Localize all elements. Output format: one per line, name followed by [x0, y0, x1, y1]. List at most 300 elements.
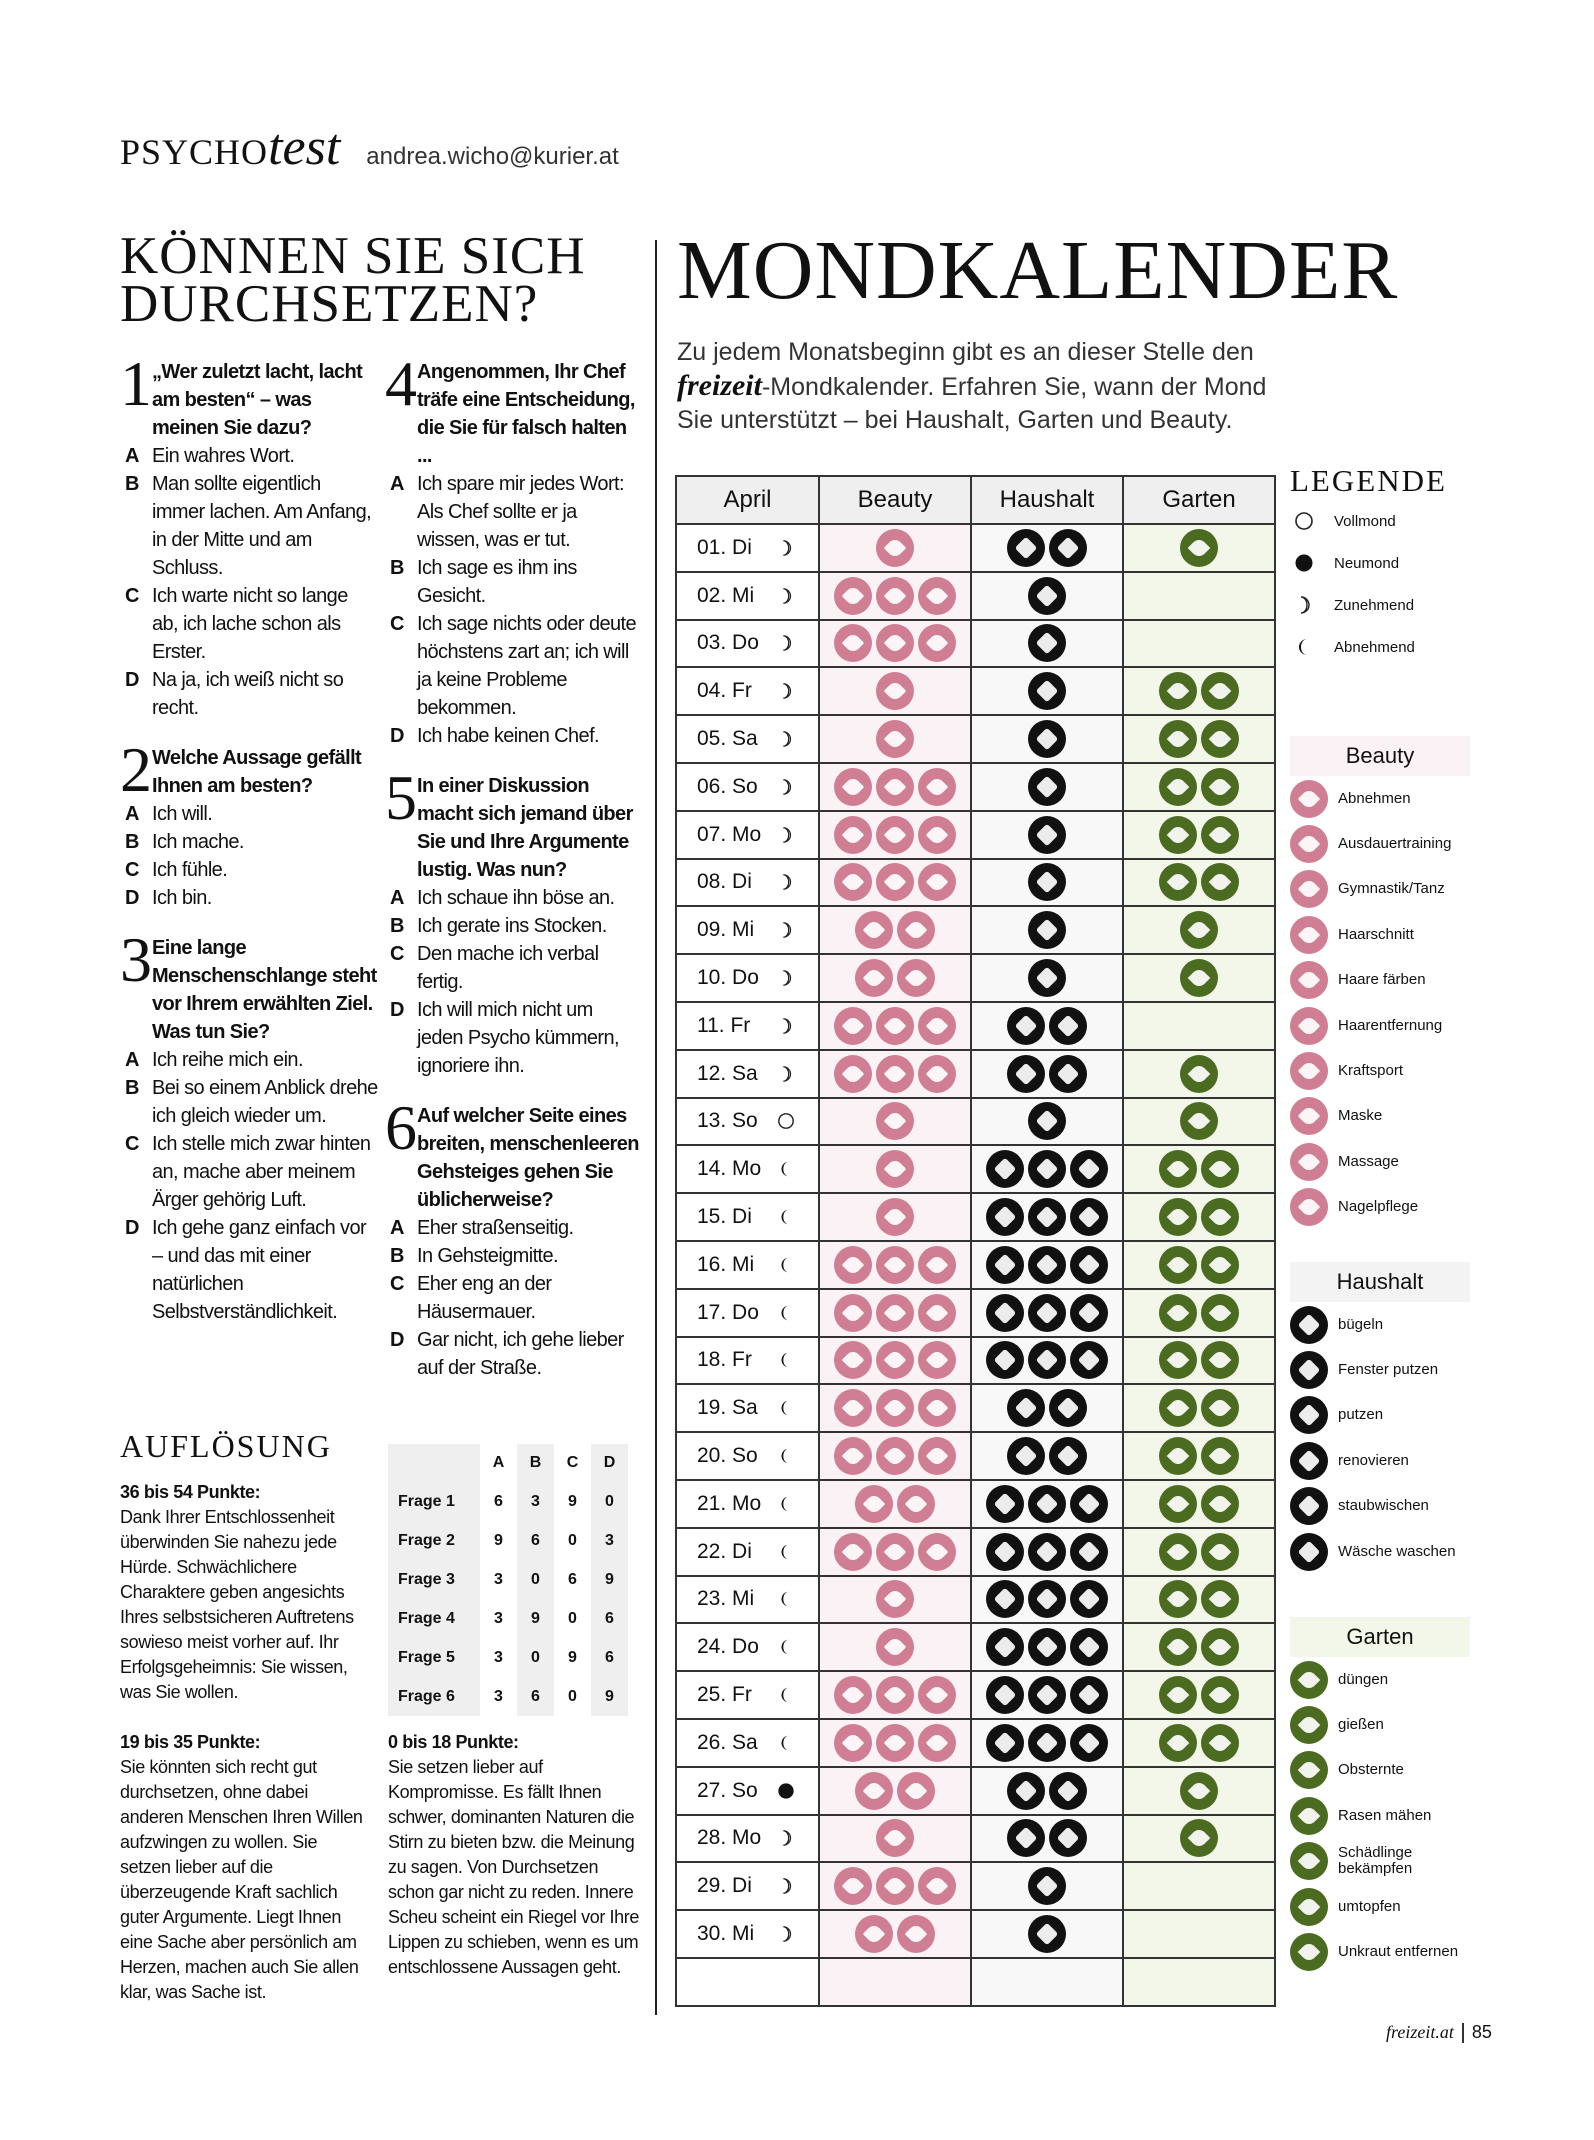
legend-item-label: düngen	[1338, 1670, 1389, 1688]
calendar-day-label: 28. Mo	[697, 1826, 762, 1850]
answer-option[interactable]	[120, 442, 378, 470]
calendar-row	[676, 1289, 1275, 1337]
option-letter: B	[125, 831, 139, 853]
calendar-beauty-cell	[819, 1719, 971, 1767]
haarschnitt-icon	[855, 959, 893, 997]
question-label: „Wer zuletzt lacht, lacht am besten“ – was meinen Sie dazu?	[152, 361, 363, 439]
answer-option[interactable]	[120, 1130, 378, 1214]
staubwischen-icon	[1028, 863, 1066, 901]
renovieren-icon	[1028, 1915, 1066, 1953]
legend-item-label: Obsternte	[1338, 1761, 1404, 1779]
calendar-icon-group	[972, 1915, 1122, 1953]
calendar-icon-group	[820, 816, 970, 854]
score-cell: 3	[480, 1561, 517, 1600]
legend-item	[1290, 1484, 1470, 1529]
legend-item-label: Unkraut entfernen	[1338, 1943, 1459, 1961]
legend-moon-label: Zunehmend	[1334, 596, 1415, 614]
putzen-icon	[1028, 911, 1066, 949]
moon-abnehmend-icon	[776, 1159, 796, 1179]
nagelpflege-icon	[1290, 1188, 1328, 1226]
calendar-icon-group	[972, 1055, 1122, 1093]
buegeln-icon	[1028, 1150, 1066, 1188]
calendar-icon-group	[1124, 1198, 1274, 1236]
haarentfernung-icon	[834, 1389, 872, 1427]
moon-zunehmend-icon	[776, 1828, 796, 1848]
calendar-haushalt-cell	[971, 1528, 1123, 1576]
option-text: Ich stelle mich zwar hinten an, mache aber meinem Ärger gehörig Luft.	[152, 1133, 371, 1211]
fenster-putzen-icon	[986, 1485, 1024, 1523]
option-letter: A	[390, 473, 404, 495]
calendar-icon-group	[820, 1724, 970, 1762]
calendar-day-label: 15. Di	[697, 1205, 752, 1229]
calendar-icon-group	[820, 1819, 970, 1857]
obsternte-icon	[1290, 1751, 1328, 1789]
moon-abnehmend-icon	[776, 1589, 796, 1609]
score-header-row	[388, 1444, 628, 1483]
calendar-day-label: 22. Di	[697, 1539, 752, 1563]
calendar-icon-group	[820, 768, 970, 806]
question-6	[385, 1092, 643, 1382]
legend-item	[1290, 1139, 1470, 1184]
calendar-day-cell	[676, 1432, 819, 1480]
calendar-icon-group	[972, 1485, 1122, 1523]
calendar-haushalt-cell	[971, 1145, 1123, 1193]
legend-item-label: Rasen mähen	[1338, 1806, 1432, 1824]
giessen-icon	[1159, 1198, 1197, 1236]
answer-option[interactable]	[120, 828, 378, 856]
calendar-beauty-cell	[819, 1862, 971, 1910]
haarschnitt-icon	[834, 1246, 872, 1284]
answer-option[interactable]	[120, 884, 378, 912]
ausdauertraining-icon	[918, 624, 956, 662]
question-number: 1	[120, 348, 152, 419]
schaedlinge-bekaempfen-icon	[1159, 1246, 1197, 1284]
moon-abnehmend-icon	[776, 1733, 796, 1753]
score-row	[388, 1599, 628, 1638]
answer-option[interactable]	[385, 1242, 643, 1270]
haarschnitt-icon	[855, 911, 893, 949]
option-text: Ich will.	[152, 803, 213, 825]
calendar-day-cell	[676, 715, 819, 763]
calendar-beauty-cell	[819, 1098, 971, 1146]
option-text: Eher eng an der Häusermauer.	[417, 1273, 552, 1323]
duengen-icon	[1180, 1102, 1218, 1140]
calendar-beauty-cell	[819, 1050, 971, 1098]
nagelpflege-icon	[855, 1772, 893, 1810]
calendar-day-label: 19. Sa	[697, 1396, 758, 1420]
legend-moon-label: Neumond	[1334, 554, 1400, 572]
haarentfernung-icon	[834, 1533, 872, 1571]
renovieren-icon	[1070, 1294, 1108, 1332]
calendar-icon-group	[1124, 911, 1274, 949]
moon-abnehmend-icon	[1294, 637, 1314, 657]
calendar-beauty-cell	[819, 859, 971, 907]
calendar-row	[676, 1528, 1275, 1576]
moon-zunehmend-icon	[776, 825, 796, 845]
calendar-icon-group	[1124, 1150, 1274, 1188]
staubwischen-icon	[1028, 1246, 1066, 1284]
calendar-garten-cell	[1123, 811, 1275, 859]
option-text: Ich gerate ins Stocken.	[417, 915, 607, 937]
moon-zunehmend-icon	[776, 872, 796, 892]
obsternte-icon	[1201, 1533, 1239, 1571]
calendar-garten-cell	[1123, 1480, 1275, 1528]
calendar-icon-group	[1124, 672, 1274, 710]
legend-moon-symbol	[1290, 511, 1334, 531]
abnehmen-icon	[876, 1676, 914, 1714]
giessen-icon	[1159, 672, 1197, 710]
calendar-icon-group	[972, 577, 1122, 615]
option-text: Ich schaue ihn böse an.	[417, 887, 615, 909]
question-text	[120, 348, 378, 442]
maske-icon	[876, 1533, 914, 1571]
moon-zunehmend-icon	[776, 1924, 796, 1944]
question-3	[120, 924, 378, 1326]
answer-option[interactable]	[120, 856, 378, 884]
calendar-icon-group	[1124, 529, 1274, 567]
legend-item-label: Schädlinge bekämpfen	[1338, 1844, 1413, 1878]
calendar-day-cell	[676, 906, 819, 954]
answer-option[interactable]	[120, 666, 378, 722]
legend-section-title: Garten	[1290, 1617, 1470, 1657]
haare-faerben-icon	[834, 1007, 872, 1045]
option-letter: A	[390, 1217, 404, 1239]
calendar-day-cell	[676, 1098, 819, 1146]
calendar-row	[676, 1576, 1275, 1624]
calendar-garten-cell	[1123, 1145, 1275, 1193]
calendar-day-cell	[676, 620, 819, 668]
calendar-icon-group	[820, 1389, 970, 1427]
calendar-beauty-cell	[819, 1480, 971, 1528]
calendar-day-cell	[676, 1145, 819, 1193]
legend-item	[1290, 1185, 1470, 1230]
calendar-row	[676, 906, 1275, 954]
answer-option[interactable]	[120, 1074, 378, 1130]
calendar-day-cell	[676, 1719, 819, 1767]
renovieren-icon	[1070, 1341, 1108, 1379]
legend-item-label: putzen	[1338, 1406, 1384, 1424]
option-text: Ich reihe mich ein.	[152, 1049, 303, 1071]
waesche-waschen-icon	[1007, 1772, 1045, 1810]
calendar-title: MONDKALENDER	[677, 224, 1399, 317]
calendar-beauty-cell	[819, 1767, 971, 1815]
calendar-icon-group	[972, 959, 1122, 997]
calendar-garten-cell	[1123, 1528, 1275, 1576]
fenster-putzen-icon	[1290, 1351, 1328, 1389]
option-text: In Gehsteigmitte.	[417, 1245, 558, 1267]
answer-option[interactable]	[120, 1046, 378, 1074]
calendar-haushalt-cell	[971, 1193, 1123, 1241]
calendar-garten-cell	[1123, 1337, 1275, 1385]
calendar-column-header: April	[676, 476, 819, 524]
giessen-icon	[1159, 1628, 1197, 1666]
kraftsport-icon	[918, 863, 956, 901]
calendar-day-label: 21. Mo	[697, 1491, 762, 1515]
question-number: 3	[120, 924, 152, 995]
option-letter: D	[390, 725, 404, 747]
abnehmen-icon	[876, 1580, 914, 1618]
score-cell: 6	[605, 1609, 614, 1627]
legend-item-label: Maske	[1338, 1107, 1383, 1125]
renovieren-icon	[1028, 1867, 1066, 1905]
calendar-haushalt-cell	[971, 1623, 1123, 1671]
legend-item-label: Gymnastik/Tanz	[1338, 880, 1445, 898]
option-letter: B	[125, 473, 139, 495]
calendar-beauty-cell	[819, 1337, 971, 1385]
calendar-haushalt-cell	[971, 1337, 1123, 1385]
renovieren-icon	[1070, 1533, 1108, 1571]
question-4	[385, 348, 643, 750]
buegeln-icon	[1028, 1580, 1066, 1618]
legend-item	[1290, 1657, 1480, 1702]
obsternte-icon	[1201, 863, 1239, 901]
calendar-day-cell	[676, 1337, 819, 1385]
calendar-haushalt-cell	[971, 859, 1123, 907]
calendar-icon-group	[1124, 863, 1274, 901]
giessen-icon	[1159, 1150, 1197, 1188]
calendar-icon-group	[972, 1294, 1122, 1332]
calendar-day-cell	[676, 1862, 819, 1910]
moon-abnehmend-icon	[776, 1350, 796, 1370]
calendar-garten-cell	[1123, 1432, 1275, 1480]
answer-option[interactable]	[120, 800, 378, 828]
answer-option[interactable]	[385, 1214, 643, 1242]
calendar-icon-group	[972, 1198, 1122, 1236]
answer-option[interactable]	[385, 610, 643, 722]
calendar-haushalt-cell	[971, 1050, 1123, 1098]
answer-option[interactable]	[120, 1214, 378, 1326]
calendar-icon-group	[972, 624, 1122, 662]
calendar-icon-group	[972, 1150, 1122, 1188]
rasen-maehen-icon	[1201, 1580, 1239, 1618]
schaedlinge-bekaempfen-icon	[1201, 1437, 1239, 1475]
question-label: Auf welcher Seite eines breiten, menschenleeren Gehsteiges gehen Sie üblicherweise?	[417, 1105, 639, 1211]
obsternte-icon	[1201, 1294, 1239, 1332]
score-column-header: A	[480, 1444, 517, 1483]
quiz-title: KÖNNEN SIE SICH DURCHSETZEN?	[120, 227, 586, 333]
calendar-icon-group	[820, 1294, 970, 1332]
ausdauertraining-icon	[897, 1915, 935, 1953]
calendar-icon-group	[820, 1007, 970, 1045]
answer-option[interactable]	[385, 722, 643, 750]
staubwischen-icon	[1028, 1533, 1066, 1571]
waesche-waschen-icon	[986, 1198, 1024, 1236]
gymnastik-tanz-icon	[876, 720, 914, 758]
option-text: Ich sage es ihm ins Gesicht.	[417, 557, 577, 607]
legend-item	[1290, 1702, 1480, 1747]
renovieren-icon	[1070, 1485, 1108, 1523]
calendar-day-label: 18. Fr	[697, 1348, 752, 1372]
legend-item	[1290, 1302, 1470, 1347]
calendar-haushalt-cell	[971, 524, 1123, 572]
author-email[interactable]: andrea.wicho@kurier.at	[366, 143, 619, 170]
umtopfen-icon	[1180, 911, 1218, 949]
calendar-day-label: 05. Sa	[697, 727, 758, 751]
moon-abnehmend-icon	[776, 1303, 796, 1323]
calendar-icon-group	[1124, 768, 1274, 806]
rasen-maehen-icon	[1201, 720, 1239, 758]
moon-abnehmend-icon	[776, 1542, 796, 1562]
ausdauertraining-icon	[1290, 825, 1328, 863]
calendar-icon-group	[820, 1915, 970, 1953]
score-cell: 3	[605, 1532, 614, 1550]
massage-icon	[1290, 1143, 1328, 1181]
calendar-row	[676, 1815, 1275, 1863]
calendar-garten-cell	[1123, 763, 1275, 811]
calendar-day-label: 12. Sa	[697, 1061, 758, 1085]
calendar-garten-cell	[1123, 906, 1275, 954]
calendar-icon-group	[972, 720, 1122, 758]
obsternte-icon	[1201, 1341, 1239, 1379]
calendar-icon-group	[820, 624, 970, 662]
calendar-row	[676, 1193, 1275, 1241]
obsternte-icon	[1180, 1772, 1218, 1810]
maske-icon	[855, 1915, 893, 1953]
haare-faerben-icon	[876, 863, 914, 901]
answer-option[interactable]	[385, 1270, 643, 1326]
ausdauertraining-icon	[918, 577, 956, 615]
calendar-day-label: 08. Di	[697, 870, 752, 894]
ausdauertraining-icon	[897, 1485, 935, 1523]
gymnastik-tanz-icon	[876, 1102, 914, 1140]
answer-option[interactable]	[120, 582, 378, 666]
calendar-icon-group	[1124, 1389, 1274, 1427]
moon-neumond-icon	[776, 1781, 796, 1801]
calendar-day-cell	[676, 1193, 819, 1241]
calendar-haushalt-cell	[971, 1862, 1123, 1910]
calendar-garten-cell	[1123, 1050, 1275, 1098]
score-cell: 3	[480, 1677, 517, 1716]
kraftsport-icon	[918, 1724, 956, 1762]
maske-icon	[876, 577, 914, 615]
answer-option[interactable]	[385, 554, 643, 610]
answer-option[interactable]	[385, 940, 643, 996]
option-text: Den mache ich verbal fertig.	[417, 943, 599, 993]
calendar-row	[676, 1432, 1275, 1480]
option-letter: A	[125, 1049, 139, 1071]
calendar-icon-group	[972, 1389, 1122, 1427]
calendar-haushalt-cell	[971, 1002, 1123, 1050]
putzen-icon	[1070, 1628, 1108, 1666]
answer-option[interactable]	[385, 884, 643, 912]
calendar-beauty-cell	[819, 1576, 971, 1624]
calendar-icon-group	[820, 959, 970, 997]
haarentfernung-icon	[855, 1485, 893, 1523]
unkraut-entfernen-icon	[1159, 1676, 1197, 1714]
option-letter: B	[390, 557, 404, 579]
legend-moon-item	[1290, 542, 1480, 584]
calendar-beauty-cell	[819, 763, 971, 811]
answer-option[interactable]	[385, 912, 643, 940]
calendar-day-label: 29. Di	[697, 1874, 752, 1898]
moon-zunehmend-icon	[776, 1876, 796, 1896]
score-row-label: Frage 6	[398, 1687, 455, 1705]
calendar-haushalt-cell	[971, 1480, 1123, 1528]
legend-item-label: Fenster putzen	[1338, 1361, 1439, 1379]
score-cell: 9	[554, 1638, 591, 1677]
moon-vollmond-icon	[776, 1111, 796, 1131]
calendar-icon-group	[1124, 1437, 1274, 1475]
calendar-icon-group	[820, 1102, 970, 1140]
calendar-day-label: 23. Mi	[697, 1587, 755, 1611]
schaedlinge-bekaempfen-icon	[1201, 1676, 1239, 1714]
calendar-row	[676, 811, 1275, 859]
calendar-icon-group	[972, 1246, 1122, 1284]
staubwischen-icon	[1007, 1007, 1045, 1045]
unkraut-entfernen-icon	[1159, 1724, 1197, 1762]
score-cell: 6	[605, 1648, 614, 1666]
calendar-icon-group	[820, 1437, 970, 1475]
gymnastik-tanz-icon	[1290, 870, 1328, 908]
answer-option[interactable]	[385, 1326, 643, 1382]
calendar-icon-group	[820, 1533, 970, 1571]
calendar-day-label: 14. Mo	[697, 1157, 762, 1181]
legend-item-label: staubwischen	[1338, 1497, 1429, 1515]
option-letter: C	[125, 859, 139, 881]
calendar-garten-cell	[1123, 572, 1275, 620]
waesche-waschen-icon	[986, 1628, 1024, 1666]
calendar-haushalt-cell	[971, 1289, 1123, 1337]
calendar-icon-group	[820, 863, 970, 901]
moon-zunehmend-icon	[776, 1016, 796, 1036]
calendar-garten-cell	[1123, 1815, 1275, 1863]
resolution-text: Sie setzen lieber auf Kompromisse. Es fällt Ihnen schwer, dominanten Naturen die Stirn zu bieten bzw. die Meinung zu sagen. Von Durchsetzen schon gar nicht zu reden. Innere Scheu scheint ein Riegel vor Ihre Lippen zu schieben, wenn es um entschlossene Aussagen geht.	[388, 1757, 639, 1977]
calendar-column-header: Garten	[1123, 476, 1275, 524]
calendar-icon-group	[820, 720, 970, 758]
haarschnitt-icon	[1290, 916, 1328, 954]
intro-text-start: Zu jedem Monatsbeginn gibt es an dieser Stelle den	[677, 338, 1254, 366]
score-row-label: Frage 1	[398, 1493, 455, 1511]
calendar-icon-group	[972, 1819, 1122, 1857]
staubwischen-icon	[1028, 768, 1066, 806]
answer-option[interactable]	[385, 470, 643, 554]
question-label: Welche Aussage gefällt Ihnen am besten?	[152, 747, 362, 797]
calendar-beauty-cell	[819, 1815, 971, 1863]
question-number: 2	[120, 734, 152, 805]
option-text: Man sollte eigentlich immer lachen. Am Anfang, in der Mitte und am Schluss.	[152, 473, 372, 579]
calendar-icon-group	[972, 768, 1122, 806]
resolution-block-high	[120, 1480, 370, 1705]
moon-zunehmend-icon	[776, 538, 796, 558]
rubric-main: PSYCHO	[120, 132, 269, 172]
putzen-icon	[1070, 1150, 1108, 1188]
score-cell: 9	[605, 1687, 614, 1705]
moon-zunehmend-icon	[776, 681, 796, 701]
calendar-beauty-cell	[819, 1145, 971, 1193]
answer-option[interactable]	[120, 470, 378, 582]
score-cell: 3	[531, 1493, 540, 1511]
calendar-day-cell	[676, 1289, 819, 1337]
haare-faerben-icon	[876, 768, 914, 806]
renovieren-icon	[1049, 1055, 1087, 1093]
calendar-row	[676, 1098, 1275, 1146]
moon-zunehmend-icon	[776, 1064, 796, 1084]
ausdauertraining-icon	[918, 1437, 956, 1475]
option-letter: B	[390, 915, 404, 937]
calendar-haushalt-cell	[971, 954, 1123, 1002]
quiz-column-right	[385, 348, 643, 1404]
calendar-day-cell	[676, 1623, 819, 1671]
score-cell: 0	[531, 1570, 540, 1588]
score-cell: 0	[531, 1648, 540, 1666]
calendar-empty-cell	[971, 1958, 1123, 2006]
legend-section-garten	[1290, 1617, 1480, 1975]
calendar-icon-group	[972, 1867, 1122, 1905]
putzen-icon	[986, 1724, 1024, 1762]
answer-option[interactable]	[385, 996, 643, 1080]
unkraut-entfernen-icon	[1159, 816, 1197, 854]
option-letter: D	[125, 669, 139, 691]
